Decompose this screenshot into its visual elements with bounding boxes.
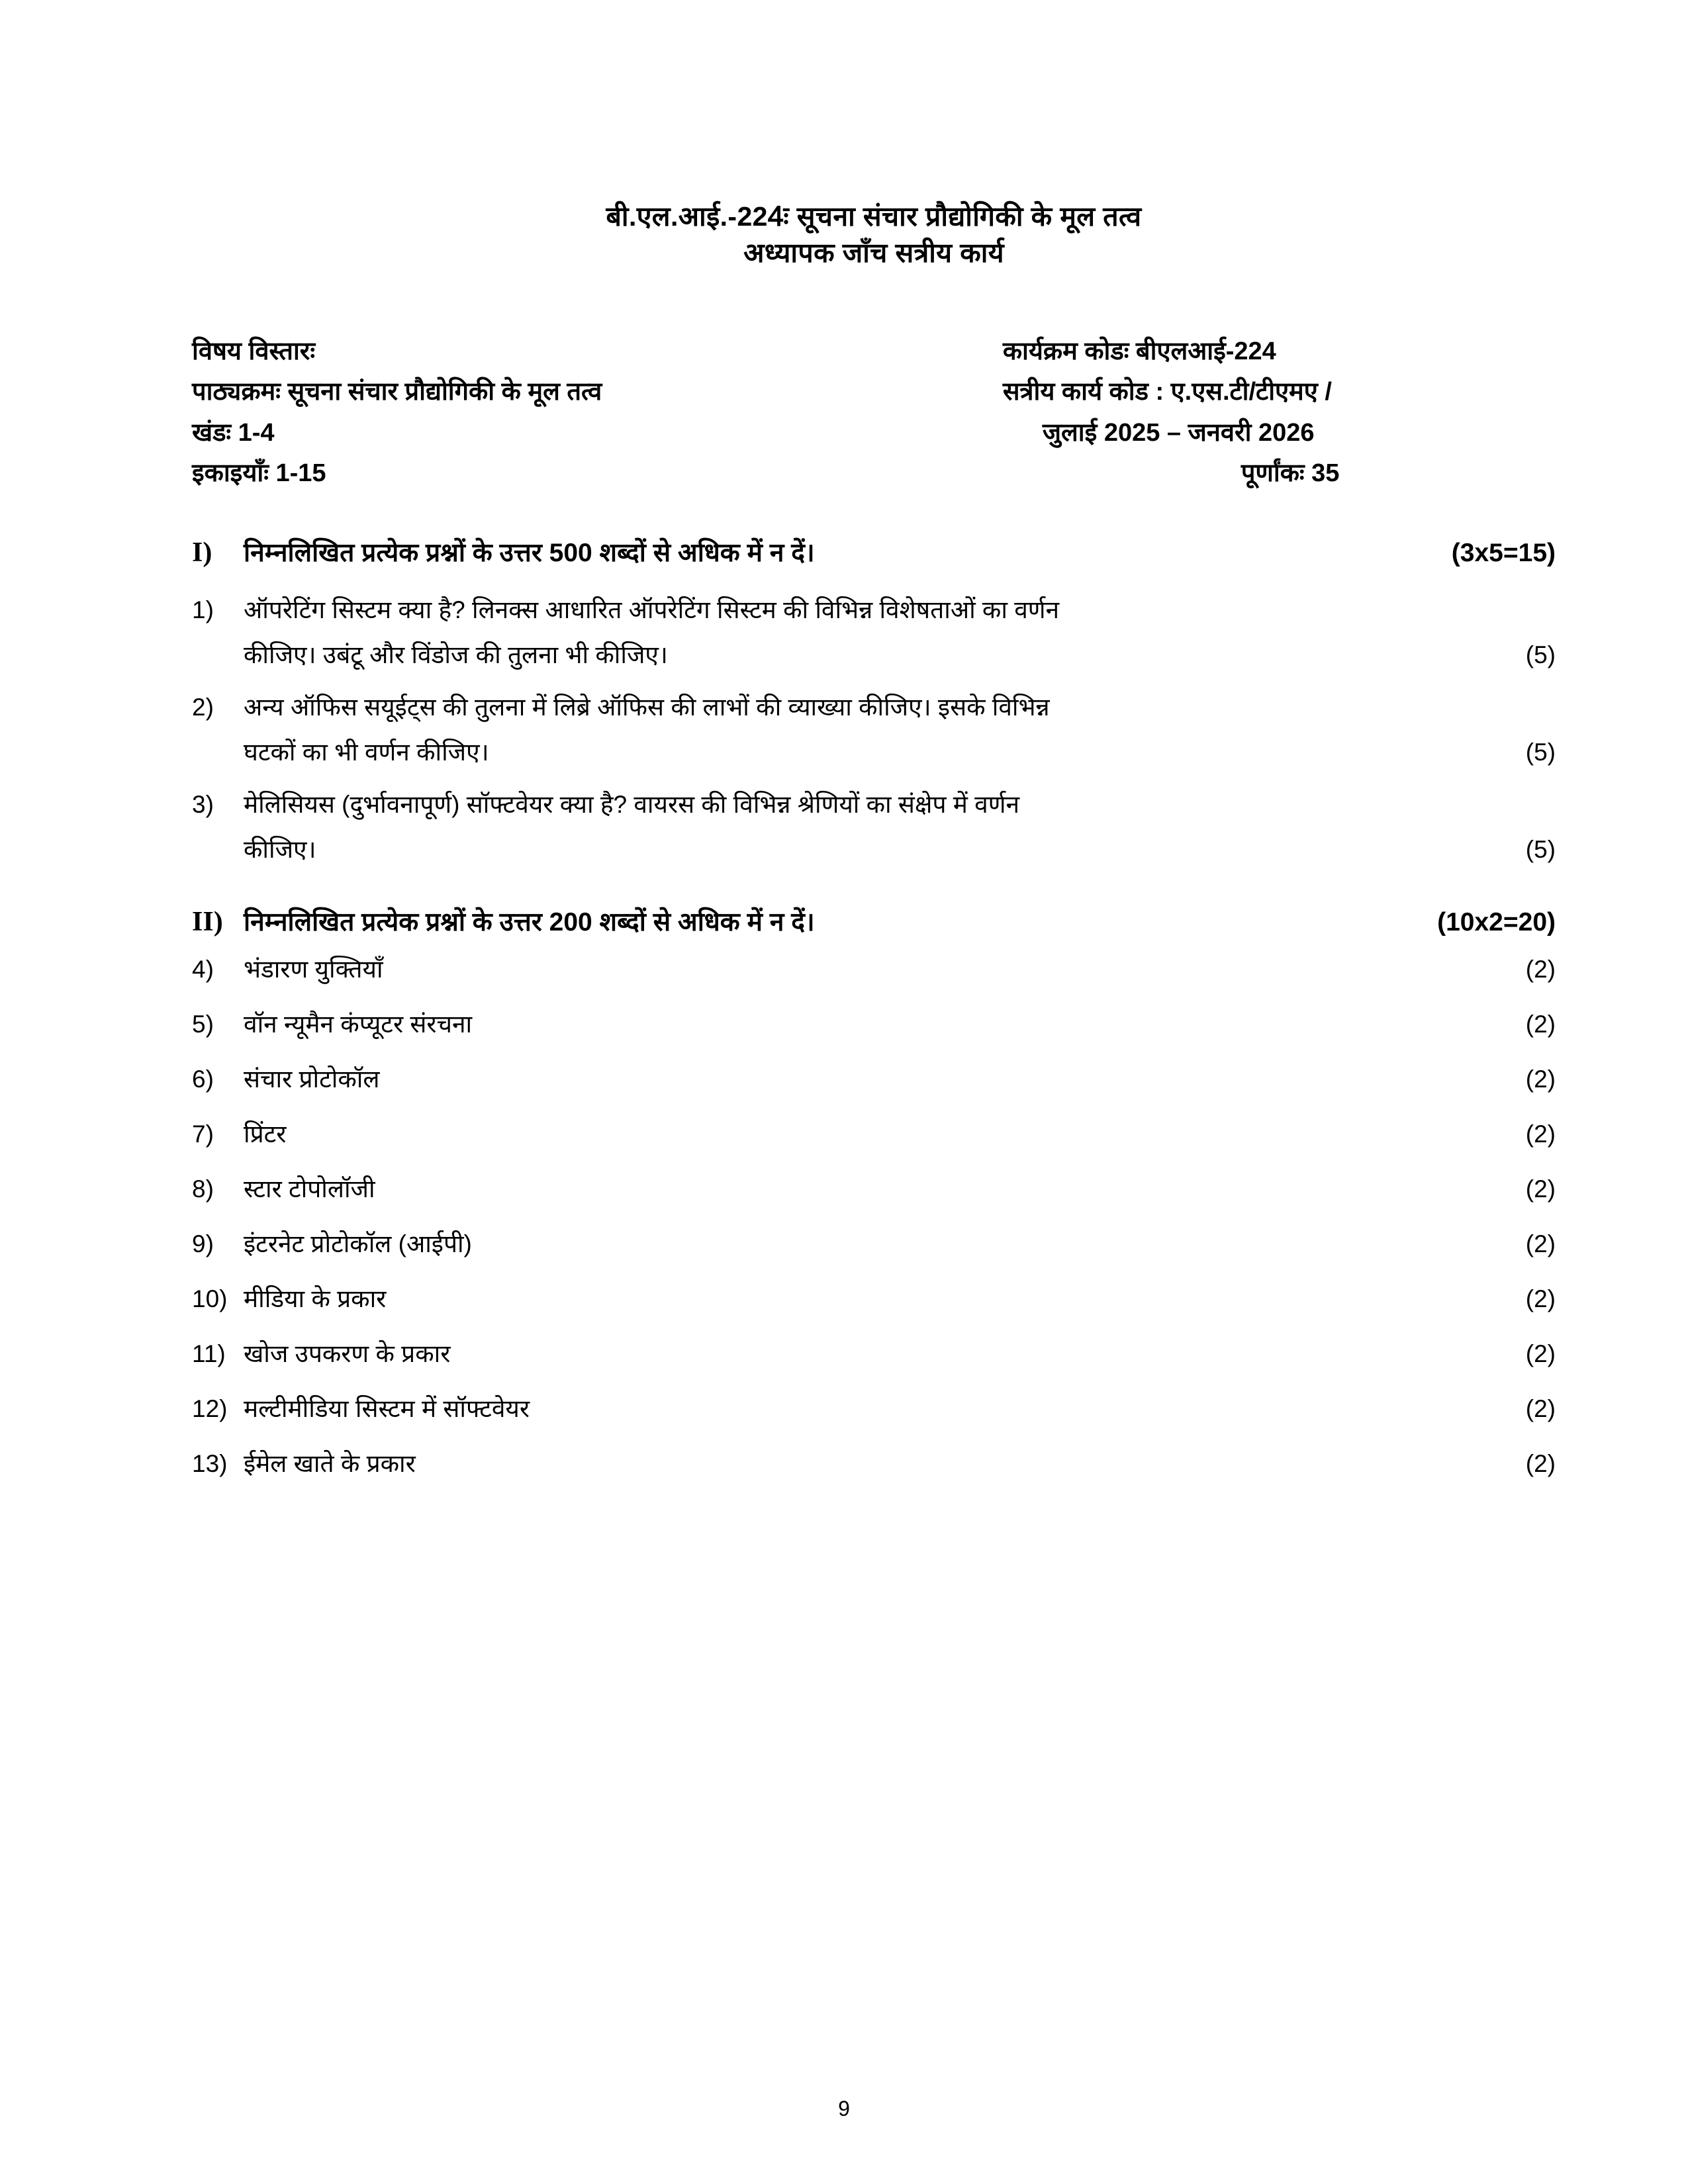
- question-number: 13): [192, 1449, 228, 1477]
- question-label: संचार प्रोटोकॉल: [244, 1065, 380, 1093]
- question-label: प्रिंटर: [244, 1120, 287, 1148]
- question-marks: (5): [1525, 641, 1556, 669]
- question-marks: (2): [1525, 1340, 1556, 1367]
- question-number: 5): [192, 1010, 214, 1038]
- section-weight-2: (10x2=20): [1437, 907, 1556, 936]
- question-item: [192, 1177, 1556, 1201]
- question-line-2: कीजिए।: [244, 836, 316, 864]
- question-line-1: मेलिसियस (दुर्भावनापूर्ण) सॉफ्टवेयर क्या है? वायरस की विभिन्न श्रेणियों का संक्षेप में वर्णन: [244, 790, 1020, 818]
- question-marks: (5): [1525, 739, 1556, 766]
- question-label: इंटरनेट प्रोटोकॉल (आईपी): [244, 1230, 472, 1257]
- question-marks: (2): [1525, 1120, 1556, 1148]
- question-line-2-row: [244, 633, 1556, 678]
- question-item: [192, 1067, 1556, 1091]
- question-item: [192, 1396, 1556, 1421]
- question-label: वॉन न्यूमैन कंप्यूटर संरचना: [244, 1010, 473, 1038]
- question-item: [192, 1012, 1556, 1036]
- course-meta-block: [192, 332, 1556, 494]
- question-item: [192, 782, 1556, 873]
- question-number: 6): [192, 1065, 214, 1093]
- question-item: [192, 588, 1556, 678]
- section-heading-2: [192, 903, 1556, 938]
- question-marks: (5): [1525, 836, 1556, 864]
- title-line-1: बी.एल.आई.-224ः सूचना संचार प्रौद्योगिकी के मूल तत्व: [606, 201, 1142, 232]
- question-item: [192, 1451, 1556, 1476]
- question-line-2: कीजिए। उबंटू और विंडोज की तुलना भी कीजिए।: [244, 641, 668, 669]
- question-marks: (2): [1525, 1285, 1556, 1312]
- question-number: 12): [192, 1394, 228, 1422]
- meta-assignment-code: सत्रीय कार्य कोड : ए.एस.टी/टीएमए /: [1002, 378, 1332, 406]
- question-line-2: घटकों का भी वर्णन कीजिए।: [244, 739, 489, 766]
- question-number: 2): [192, 693, 214, 721]
- meta-programme-code: कार्यक्रम कोडः बीएलआई-224: [1002, 337, 1276, 365]
- meta-session: जुलाई 2025 – जनवरी 2026: [1042, 418, 1315, 447]
- question-item: [192, 685, 1556, 776]
- question-item: [192, 1122, 1556, 1146]
- title-line-2: अध्यापक जाँच सत्रीय कार्य: [743, 238, 1004, 269]
- question-number: 10): [192, 1285, 228, 1312]
- question-label: मल्टीमीडिया सिस्टम में सॉफ्टवेयर: [244, 1394, 530, 1422]
- meta-course-name: पाठ्यक्रमः सूचना संचार प्रौद्योगिकी के मूल तत्व: [192, 378, 602, 406]
- meta-units: इकाइयाँः 1-15: [192, 459, 326, 488]
- question-number: 8): [192, 1175, 214, 1203]
- question-label: खोज उपकरण के प्रकार: [244, 1340, 451, 1367]
- question-number: 1): [192, 596, 214, 623]
- question-item: [192, 1232, 1556, 1256]
- meta-column-right: [983, 332, 1556, 494]
- section-roman-1: I): [192, 537, 212, 568]
- question-number: 4): [192, 955, 214, 983]
- question-marks: (2): [1525, 1175, 1556, 1203]
- question-item: [192, 957, 1556, 981]
- question-label: भंडारण युक्तियाँ: [244, 955, 383, 983]
- page-number: 9: [838, 2097, 850, 2120]
- question-marks: (2): [1525, 955, 1556, 983]
- section-instruction-2: निम्नलिखित प्रत्येक प्रश्नों के उत्तर 200 शब्दों से अधिक में न दें।: [244, 907, 815, 936]
- question-marks: (2): [1525, 1010, 1556, 1038]
- question-line-2-row: [244, 827, 1556, 872]
- question-label: मीडिया के प्रकार: [244, 1285, 387, 1312]
- meta-subject-scope: विषय विस्तारः: [192, 337, 316, 365]
- section-instruction-1: निम्नलिखित प्रत्येक प्रश्नों के उत्तर 500 शब्दों से अधिक में न दें।: [244, 538, 815, 567]
- page-title: [192, 199, 1556, 272]
- question-marks: (2): [1525, 1449, 1556, 1477]
- meta-column-left: [192, 332, 983, 494]
- question-line-2-row: [244, 730, 1556, 775]
- question-marks: (2): [1525, 1230, 1556, 1257]
- meta-total-marks: पूर्णांकः 35: [1241, 459, 1340, 488]
- question-body: [244, 685, 1556, 776]
- question-line-1: ऑपरेटिंग सिस्टम क्या है? लिनक्स आधारित ऑपरेटिंग सिस्टम की विभिन्न विशेषताओं का वर्णन: [244, 596, 1060, 623]
- section-heading-1: [192, 534, 1556, 569]
- question-body: [244, 782, 1556, 873]
- section-roman-2: II): [192, 906, 223, 937]
- question-line-1: अन्य ऑफिस सयूईट्स की तुलना में लिब्रे ऑफिस की लाभों की व्याख्या कीजिए। इसके विभिन्न: [244, 693, 1050, 721]
- question-label: ईमेल खाते के प्रकार: [244, 1449, 416, 1477]
- section-weight-1: (3x5=15): [1451, 538, 1556, 567]
- meta-blocks: खंडः 1-4: [192, 418, 275, 447]
- question-marks: (2): [1525, 1394, 1556, 1422]
- question-number: 3): [192, 790, 214, 818]
- question-body: [244, 588, 1556, 678]
- question-marks: (2): [1525, 1065, 1556, 1093]
- question-label: स्टार टोपोलॉजी: [244, 1175, 375, 1203]
- question-item: [192, 1287, 1556, 1311]
- question-number: 11): [192, 1340, 226, 1367]
- question-number: 7): [192, 1120, 214, 1148]
- question-number: 9): [192, 1230, 214, 1257]
- question-item: [192, 1342, 1556, 1366]
